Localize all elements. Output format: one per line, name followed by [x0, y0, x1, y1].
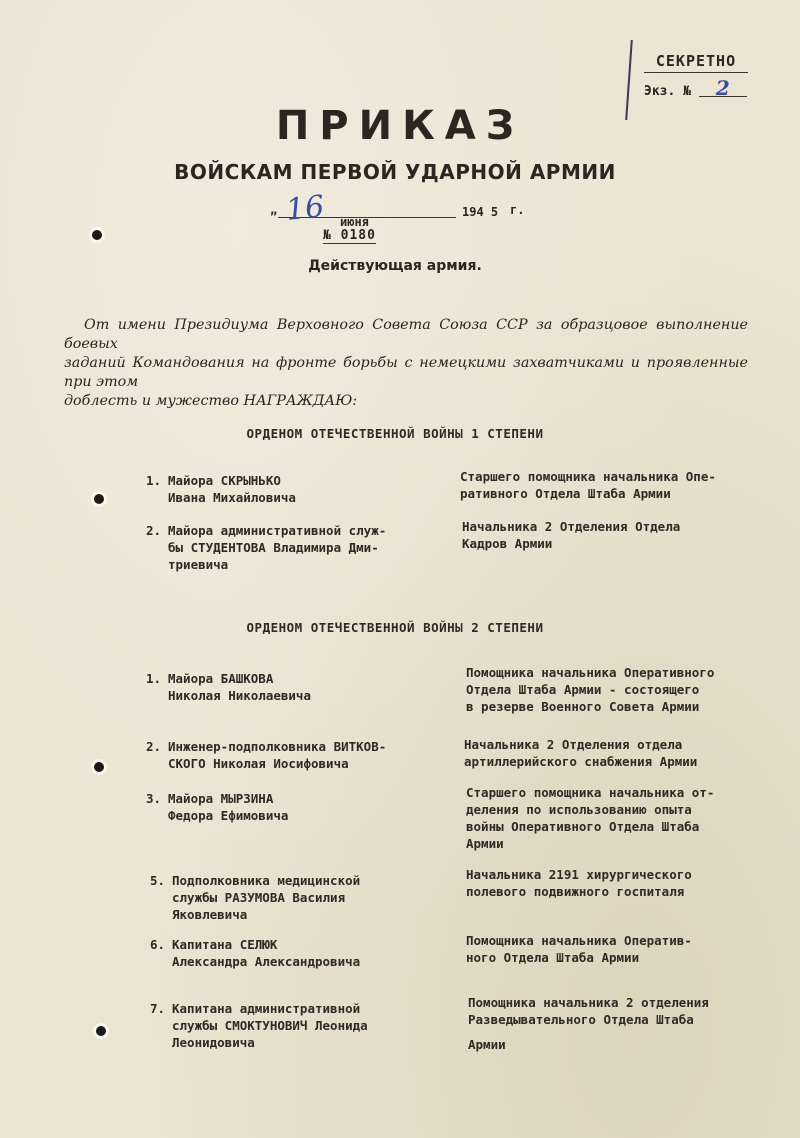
position-line: Армии	[468, 1037, 506, 1052]
position-line: Начальника 2191 хирургического	[466, 867, 692, 882]
name-line: Федора Ефимовича	[168, 808, 289, 823]
name-line: службы СМОКТУНОВИЧ Леонида	[172, 1018, 368, 1033]
entry-name	[146, 790, 288, 824]
section-title: ОРДЕНОМ ОТЕЧЕСТВЕННОЙ ВОЙНЫ 2 СТЕПЕНИ	[246, 620, 544, 635]
position-line: войны Оперативного Отдела Штаба	[466, 819, 700, 834]
position-line: ративного Отдела Штаба Армии	[460, 486, 671, 501]
name-line: Майора БАШКОВА	[168, 671, 274, 686]
preamble	[64, 316, 748, 411]
section-title: ОРДЕНОМ ОТЕЧЕСТВЕННОЙ ВОЙНЫ 1 СТЕПЕНИ	[246, 426, 544, 441]
position-line: Отдела Штаба Армии - состоящего	[466, 682, 700, 697]
entry-number: 1.	[146, 473, 162, 488]
entry-position	[460, 468, 790, 502]
name-line: Подполковника медицинской	[172, 873, 361, 888]
name-line: службы РАЗУМОВА Василия	[172, 890, 346, 905]
award-entry	[0, 519, 800, 602]
entry-number: 6.	[150, 937, 166, 952]
award-entry	[0, 995, 800, 1080]
position-line: Старшего помощника начальника Опе-	[460, 469, 716, 484]
order-number: № 0180	[323, 228, 376, 243]
position-line: Начальника 2 Отделения отдела	[464, 737, 683, 752]
entry-name	[146, 670, 311, 704]
classification-stamp: СЕКРЕТНО	[644, 52, 748, 73]
position-line: Помощника начальника 2 отделения	[468, 995, 709, 1010]
name-line: Майора МЫРЗИНА	[168, 791, 274, 806]
date-year: 194 5	[462, 205, 499, 219]
location-line: Действующая армия.	[308, 258, 482, 274]
date-suffix: г.	[510, 203, 525, 217]
entry-name	[150, 872, 360, 923]
copy-number: 2	[699, 80, 747, 97]
entry-number: 1.	[146, 671, 162, 686]
name-line: Капитана СЕЛЮК	[172, 937, 278, 952]
name-line: бы СТУДЕНТОВА Владимира Дми-	[168, 540, 379, 555]
position-line: Разведывательного Отдела Штаба	[468, 1012, 694, 1027]
date-day: 16	[284, 189, 326, 228]
entry-name	[150, 1000, 368, 1051]
order-date	[270, 189, 530, 229]
name-line: Майора административной служ-	[168, 523, 387, 538]
entry-number: 7.	[150, 1001, 166, 1016]
entry-name	[146, 472, 296, 506]
binder-hole	[96, 1026, 106, 1036]
position-line: в резерве Военного Совета Армии	[466, 699, 700, 714]
binder-hole	[94, 494, 104, 504]
copy-label: Экз. №	[644, 84, 691, 99]
entry-position	[466, 866, 796, 900]
award-entry	[0, 785, 800, 870]
name-line: Леонидовича	[172, 1035, 255, 1050]
preamble-line: От имени Президиума Верховного Совета Союза ССР за образцовое выполнение боевых	[64, 317, 748, 352]
name-line: Николая Николаевича	[168, 688, 311, 703]
entry-name	[146, 738, 386, 772]
position-line: Начальника 2 Отделения Отдела	[462, 519, 681, 534]
name-line: Капитана административной	[172, 1001, 361, 1016]
position-line: деления по использованию опыта	[466, 802, 692, 817]
name-line: Майора СКРЫНЬКО	[168, 473, 281, 488]
position-line: полевого подвижного госпиталя	[466, 884, 685, 899]
position-line: Помощника начальника Оперативного	[466, 665, 715, 680]
entry-position	[468, 994, 798, 1053]
entry-number: 2.	[146, 523, 162, 538]
name-line: Яковлевича	[172, 907, 248, 922]
entry-position	[462, 518, 792, 552]
position-line: Армии	[466, 836, 504, 851]
entry-number: 3.	[146, 791, 162, 806]
entry-number: 5.	[150, 873, 166, 888]
position-line	[468, 1028, 798, 1036]
preamble-line: доблесть и мужество НАГРАЖДАЮ:	[64, 393, 358, 409]
entry-name	[146, 522, 386, 573]
entry-position	[466, 664, 796, 715]
entry-position	[464, 736, 794, 770]
position-line: Помощника начальника Оператив-	[466, 933, 692, 948]
name-line: Александра Александровича	[172, 954, 361, 969]
position-line: Старшего помощника начальника от-	[466, 785, 715, 800]
name-line: СКОГО Николая Иосифовича	[168, 756, 349, 771]
position-line: Кадров Армии	[462, 536, 553, 551]
entry-position	[466, 784, 796, 852]
binder-hole	[92, 230, 102, 240]
date-month: июня	[340, 215, 369, 229]
position-line: ного Отдела Штаба Армии	[466, 950, 640, 965]
copy-number-line	[644, 76, 748, 100]
name-line: триевича	[168, 557, 229, 572]
date-open-quote: „	[270, 203, 278, 217]
name-line: Ивана Михайловича	[168, 490, 296, 505]
entry-number: 2.	[146, 739, 162, 754]
binder-hole	[94, 762, 104, 772]
document-title: ПРИКАЗ	[275, 103, 525, 149]
position-line: артиллерийского снабжения Армии	[464, 754, 698, 769]
preamble-line: заданий Командования на фронте борьбы с немецкими захватчиками и проявленные при этом	[64, 355, 748, 390]
entry-position	[466, 932, 796, 966]
name-line: Инженер-подполковника ВИТКОВ-	[168, 739, 387, 754]
document-subtitle: ВОЙСКАМ ПЕРВОЙ УДАРНОЙ АРМИИ	[174, 160, 616, 184]
entry-name	[150, 936, 360, 970]
